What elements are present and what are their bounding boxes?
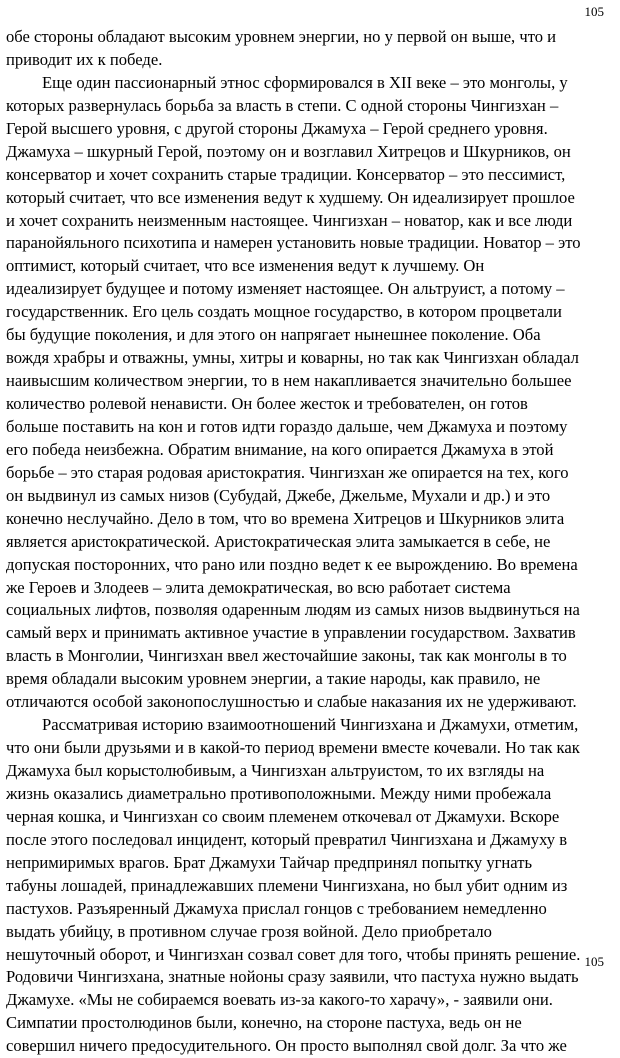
text-line: допуская посторонних, что рано или поздно ведет к ее вырождению. Во времена [6,554,578,574]
text-line: Рассматривая историю взаимоотношений Чингизхана и Джамухи, отметим, [42,715,579,735]
text-line: наивысшим количеством энергии, то в нем накапливается значительно большее [6,371,572,391]
page-number-top: 105 [584,4,604,19]
document-body [6,26,610,1058]
text-line: больше поставить на кон и готов идти гораздо дальше, чем Джамуха и поэтому [6,416,568,436]
text-line: что они были друзьями и в какой-то период времени вместе кочевали. Но так как [6,738,580,758]
text-line: Джамуха был корыстолюбивым, а Чингизхан альтруистом, то их взгляды на [6,761,545,780]
text-line: количество ролевой ненависти. Он более жесток и требователен, он готов [6,394,528,413]
text-line: паранойяльного психотипа и намерен установить новые традиции. Новатор – это [6,233,581,253]
text-line: обе стороны обладают высоким уровнем энергии, но у первой он выше, что и [6,27,557,46]
text-line: Герой высшего уровня, с другой стороны Джамуха – Герой среднего уровня. [6,118,548,138]
text-line: время обладали высоким уровнем энергии, а такие народы, как правило, не [6,669,541,689]
text-line: пастухов. Разъяренный Джамуха прислал гонцов с требованием немедленно [6,898,547,918]
text-line: его победа неизбежна. Обратим внимание, на кого опирается Джамуха в этой [6,439,554,459]
text-line: Джамухе. «Мы не собираемся воевать из-за какого-то харачу», - заявили они. [6,990,553,1010]
text-line: социальных лифтов, позволяя одаренным людям из самых низов выдвинуться на [6,600,580,620]
text-line: отличаются особой законопослушностью и слабые наказания их не удерживают. [6,692,577,712]
text-line: приводит их к победе. [6,49,163,69]
text-line: табуны лошадей, принадлежавших племени Чингизхана, но был убит одним из [6,875,568,895]
text-line: бы будущие поколения, и для этого он напрягает нынешнее поколение. Оба [6,325,541,345]
text-line: непримиримых врагов. Брат Джамухи Тайчар предпринял попытку угнать [6,852,533,872]
text-line: он выдвинул из самых низов (Субудай, Джебе, Джельме, Мухали и др.) и это [6,485,551,505]
text-line: консерватор и хочет сохранить старые традиции. Консерватор – это пессимист, [6,164,566,184]
text-line: Родовичи Чингизхана, знатные нойоны сразу заявили, что пастуха нужно выдать [6,967,579,987]
text-line: жизнь оказались диаметрально противоположными. Между ними пробежала [6,783,552,803]
text-line: является аристократической. Аристократическая элита замыкается в себе, не [6,531,551,551]
text-line: государственник. Его цель создать мощное государство, в котором процветали [6,302,562,322]
text-line: власть в Монголии, Чингизхан ввел жесточайшие законы, так как монголы в то [6,646,567,666]
text-line: же Героев и Злодеев – элита демократическая, во всю работает система [6,577,511,597]
text-line: вождя храбры и отважны, умны, хитры и коварны, но так как Чингизхан обладал [6,348,579,368]
text-line: после этого последовал инцидент, который превратил Чингизхана и Джамуху в [6,829,568,849]
text-line: совершил ничего предосудительного. Он просто выполнял свой долг. За что же [6,1036,567,1056]
text-line: и хочет сохранить неизменным настоящее. Чингизхан – новатор, как и все люди [6,210,573,230]
text-line: выдать убийцу, в противном случае грозя войной. Дело приобретало [6,921,492,941]
text-line: нешуточный оборот, и Чингизхан созвал совет для того, чтобы принять решение. [6,944,581,964]
text-line: Еще один пассионарный этнос сформировался в XII веке – это монголы, у [42,72,568,92]
text-line: Джамуха – шкурный Герой, поэтому он и возглавил Хитрецов и Шкурников, он [6,141,571,161]
text-line: черная кошка, и Чингизхан со своим племенем откочевал от Джамухи. Вскоре [6,806,560,826]
text-line: борьбе – это старая родовая аристократия. Чингизхан же опирается на тех, кого [6,462,569,482]
text-line: которых развернулась борьба за власть в степи. С одной стороны Чингизхан – [6,95,559,115]
text-line: который считает, что все изменения ведут к худшему. Он идеализирует прошлое [6,187,575,207]
text-line: Симпатии простолюдинов были, конечно, на стороне пастуха, ведь он не [6,1013,522,1033]
text-line: идеализирует будущее и потому изменяет настоящее. Он альтруист, а потому – [6,279,565,299]
text-line: самый верх и принимать активное участие в управлении государством. Захватив [6,623,576,643]
page-number-bottom: 105 [584,954,604,969]
text-line: конечно неслучайно. Дело в том, что во времена Хитрецов и Шкурников элита [6,508,565,528]
text-line: оптимист, который считает, что все изменения ведут к лучшему. Он [6,256,485,276]
